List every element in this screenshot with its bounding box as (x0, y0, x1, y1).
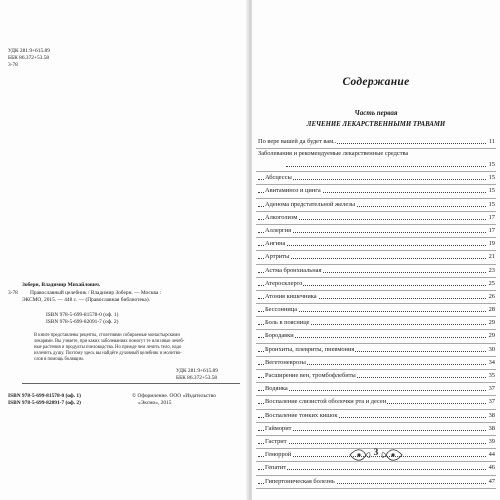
part-subtitle: ЛЕЧЕНИЕ ЛЕКАРСТВЕННЫМИ ТРАВАМИ (306, 121, 446, 128)
leader-dots (286, 166, 486, 167)
bibliographic-citation (22, 290, 240, 303)
toc-entry[interactable] (256, 291, 496, 304)
toc-entry-title: Расширение вен, тромбофлебиты (265, 370, 357, 381)
toc-entry-page: 29 (488, 330, 495, 341)
leader-dots (258, 390, 486, 391)
toc-entry-page: 15 (488, 159, 495, 170)
toc-entry-page: 29 (488, 317, 495, 328)
toc-entry[interactable] (256, 330, 496, 343)
bbk-line: ББК 86.372+53.58 (8, 55, 50, 61)
toc-entry-page: 37 (488, 383, 495, 394)
udk-line: УДК 281.9+615.89 (176, 368, 218, 374)
annotation-line: ные растения и продукты пчеловодства. Но прежде чем лечить тело, надо (34, 345, 182, 351)
toc-entry[interactable] (256, 423, 496, 436)
left-page (0, 0, 248, 500)
toc-entry-title: Абсцессы (265, 172, 293, 183)
toc-entry[interactable] (256, 199, 496, 212)
toc-entry-page: 34 (488, 357, 495, 368)
citation-line: ЭКСМО, 2015. — 448 с. — (Православная библиотека). (22, 296, 150, 303)
toc-entry[interactable] (256, 410, 496, 423)
toc-entry-page: 21 (488, 251, 495, 262)
annotation-line: излечить душу. Поэтому здесь вы найдёте духовный целебник и молитво- (34, 351, 182, 357)
leader-dots (258, 245, 486, 246)
udk-bbk-top (8, 48, 50, 69)
toc-entry-page: 11 (488, 136, 495, 147)
toc-entry-page: 46 (488, 462, 495, 473)
toc-entry-page: 37 (488, 396, 495, 407)
toc-entry[interactable] (256, 265, 496, 278)
toc-entry-title: Ангина (265, 238, 286, 249)
toc-entry[interactable] (256, 225, 496, 238)
toc-list (256, 136, 496, 489)
toc-entry-title: Астма бронхиальная (265, 265, 322, 276)
toc-entry-page: 38 (488, 410, 495, 421)
leader-dots (258, 258, 486, 259)
toc-entry[interactable] (256, 317, 496, 330)
toc-entry-title: Атеросклероз (265, 278, 303, 289)
isbn-line: ISBN 978-5-699-82091-7 (оф. 2) (46, 319, 119, 325)
toc-entry-page: 35 (488, 370, 495, 381)
isbn-block-small (46, 312, 118, 326)
annotation-line: В книге представлены рецепты, столетиями собираемые монастырскими (34, 333, 180, 338)
toc-entry[interactable] (256, 185, 496, 198)
toc-entry-page: 15 (488, 172, 495, 183)
toc-entry-title: Аденома предстательной железы (265, 199, 356, 210)
leader-dots (258, 469, 486, 470)
toc-title: Содержание (342, 76, 410, 88)
right-page (252, 0, 500, 500)
toc-entry-page: 28 (488, 304, 495, 315)
toc-entry-page: 39 (488, 436, 495, 447)
toc-entry-title: По вере вашей да будет вам.. (258, 136, 337, 147)
toc-entry[interactable] (256, 212, 496, 225)
toc-entry[interactable] (256, 396, 496, 409)
isbn-line: ISBN 978-5-699-81578-0 (оф. 1) (46, 312, 119, 318)
toc-entry-title: Бронхиты, плевриты, пневмония (265, 344, 355, 355)
toc-entry[interactable] (256, 251, 496, 264)
toc-entry-page: 17 (488, 212, 495, 223)
toc-entry-title: Гипертоническая болезнь (265, 476, 336, 487)
toc-entry-title: Атония кишечника (265, 291, 318, 302)
copyright-line: © Оформление. ООО «Издательство (132, 393, 216, 399)
toc-entry-title: Боль в пояснице (265, 317, 310, 328)
toc-entry-title: Авитаминоз и цинга (265, 185, 322, 196)
toc-entry[interactable] (256, 370, 496, 383)
toc-entry[interactable] (256, 278, 496, 291)
isbn-block-bottom (8, 393, 81, 407)
toc-entry-page: 17 (488, 225, 495, 236)
toc-entry-title: Бессонница (265, 304, 298, 315)
toc-entry-title: Гастрит (265, 436, 288, 447)
toc-entry-page: 47 (488, 476, 495, 487)
toc-entry-page: 30 (488, 344, 495, 355)
toc-entry-page: 44 (488, 449, 495, 460)
annotation-line: лекарями. Вы узнаете, при каких заболеваниях помогут те или иные лечеб- (34, 339, 185, 345)
toc-entry[interactable] (256, 383, 496, 396)
divider (22, 383, 240, 384)
annotation-line: слов в помощь болящим. (34, 357, 84, 363)
udk-line: УДК 281.9+615.89 (8, 48, 50, 54)
copyright-line: «Эксмо», 2015 (138, 400, 172, 406)
toc-entry-title: Геморрой (265, 449, 292, 460)
toc-entry-title: Гепатит (265, 462, 287, 473)
udk-bbk-bottom (176, 368, 218, 382)
toc-entry[interactable] (256, 172, 496, 185)
toc-entry[interactable] (256, 136, 496, 149)
toc-entry-page: 23 (488, 265, 495, 276)
toc-entry-title: Гайморит (265, 423, 292, 434)
bbk-line: ББК 86.372+53.58 (176, 375, 218, 381)
toc-entry-page: 38 (488, 423, 495, 434)
annotation (34, 333, 240, 363)
toc-entry-page: 15 (488, 199, 495, 210)
leader-dots (258, 443, 486, 444)
toc-entry-page: 19 (488, 238, 495, 249)
toc-entry[interactable] (256, 462, 496, 475)
toc-entry-title: Аллергия (265, 225, 292, 236)
toc-entry-title: Алкоголизм (265, 212, 298, 223)
isbn-line: ISBN 978-5-699-81578-0 (оф. 1) (8, 393, 81, 399)
toc-entry[interactable] (256, 344, 496, 357)
toc-entry-title: Воспаление тонких кишок (265, 410, 338, 421)
toc-entry-page: 26 (488, 291, 495, 302)
toc-entry-title: Бородавки (265, 330, 295, 341)
toc-entry-title: Вегетоневрозы (265, 357, 307, 368)
citation-line: Православный целебник / Владимир Зоберн. — Москва : (30, 290, 162, 296)
toc-entry[interactable] (256, 357, 496, 370)
toc-entry-page: 15 (488, 185, 495, 196)
code-line: 3-78 (8, 62, 18, 68)
toc-entry-page: 25 (488, 278, 495, 289)
toc-entry-title: Заболевания и рекомендуемые лекарственные средства (258, 149, 489, 159)
copyright-notice (132, 393, 216, 407)
toc-entry[interactable] (256, 304, 496, 317)
author-code: 3-78 (8, 290, 18, 296)
toc-entry[interactable] (256, 149, 496, 172)
toc-entry-title: Артриты (265, 251, 290, 262)
toc-entry[interactable] (256, 476, 496, 489)
isbn-line: ISBN 978-5-699-82091-7 (оф. 2) (8, 400, 81, 406)
page-number: 3 (373, 447, 379, 457)
part-title: Часть первая (354, 109, 398, 117)
toc-entry[interactable] (256, 238, 496, 251)
leader-dots (258, 232, 486, 233)
toc-entry-title: Воспаление слизистой оболочки рта и десен (265, 396, 387, 407)
author-heading: Зоберн, Владимир Михайлович. (22, 282, 101, 288)
toc-entry-title: Водянка (265, 383, 289, 394)
